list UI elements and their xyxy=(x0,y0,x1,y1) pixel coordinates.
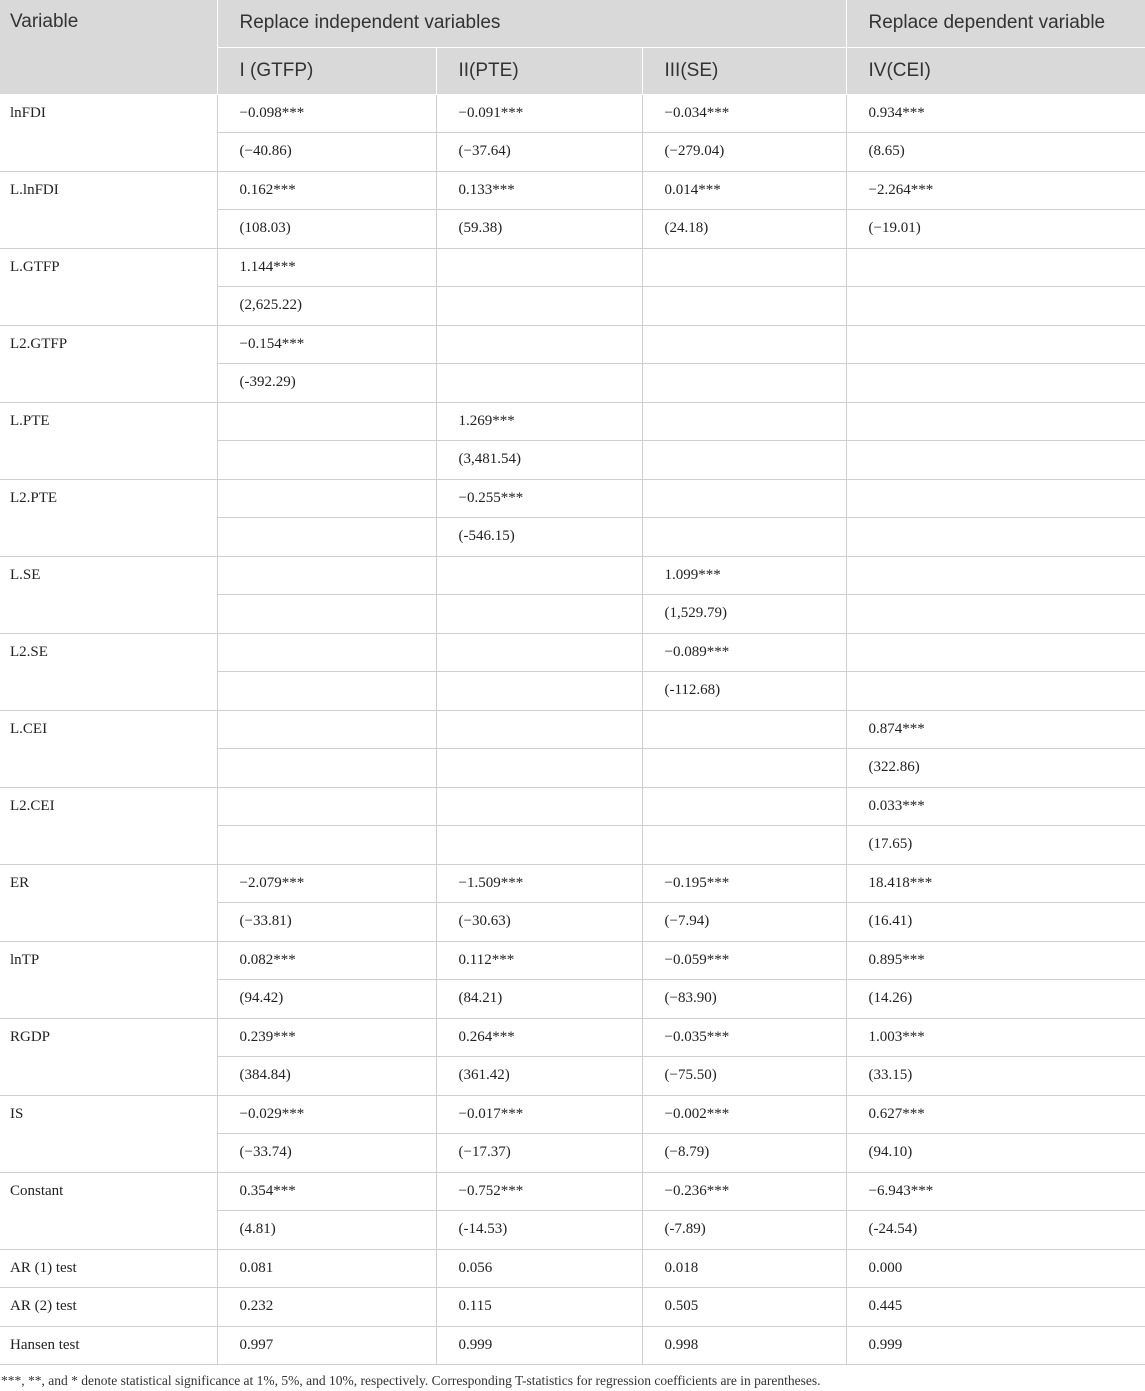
test-value-cell-gtfp: 0.081 xyxy=(217,1249,436,1288)
table-row-coefficient xyxy=(0,864,1145,903)
test-value-cell-gtfp: 0.232 xyxy=(217,1288,436,1327)
tstat-cell-pte: (−17.37) xyxy=(436,1134,642,1173)
group-header-independent: Replace independent variables xyxy=(217,0,846,47)
coefficient-cell-se: −0.236*** xyxy=(642,1172,846,1211)
tstat-cell-gtfp: (4.81) xyxy=(217,1211,436,1250)
table-row-coefficient xyxy=(0,171,1145,210)
coefficient-cell-cei xyxy=(846,325,1145,364)
tstat-cell-se: (-7.89) xyxy=(642,1211,846,1250)
coefficient-cell-gtfp: −0.098*** xyxy=(217,94,436,133)
row-variable-name: L.SE xyxy=(0,556,217,633)
tstat-cell-se: (1,529.79) xyxy=(642,595,846,634)
tstat-cell-se: (−75.50) xyxy=(642,1057,846,1096)
tstat-cell-cei: (322.86) xyxy=(846,749,1145,788)
tstat-cell-cei: (94.10) xyxy=(846,1134,1145,1173)
tstat-cell-se xyxy=(642,287,846,326)
coefficient-cell-gtfp: 0.082*** xyxy=(217,941,436,980)
tstat-cell-gtfp xyxy=(217,441,436,480)
tstat-cell-gtfp xyxy=(217,672,436,711)
tstat-cell-gtfp xyxy=(217,749,436,788)
row-variable-name: L2.CEI xyxy=(0,787,217,864)
coefficient-cell-se: −0.195*** xyxy=(642,864,846,903)
tstat-cell-se xyxy=(642,441,846,480)
table-row-coefficient xyxy=(0,633,1145,672)
coefficient-cell-pte: −0.255*** xyxy=(436,479,642,518)
coefficient-cell-gtfp xyxy=(217,402,436,441)
coefficient-cell-se: 0.014*** xyxy=(642,171,846,210)
tstat-cell-se: (24.18) xyxy=(642,210,846,249)
tstat-cell-gtfp xyxy=(217,595,436,634)
table-row-coefficient xyxy=(0,556,1145,595)
coefficient-cell-gtfp: 0.239*** xyxy=(217,1018,436,1057)
coefficient-cell-se xyxy=(642,248,846,287)
tstat-cell-gtfp: (−40.86) xyxy=(217,133,436,172)
coefficient-cell-cei xyxy=(846,479,1145,518)
tstat-cell-gtfp: (94.42) xyxy=(217,980,436,1019)
coefficient-cell-se xyxy=(642,787,846,826)
coefficient-cell-se: −0.002*** xyxy=(642,1095,846,1134)
table-row-coefficient xyxy=(0,1095,1145,1134)
test-value-cell-se: 0.998 xyxy=(642,1326,846,1365)
coefficient-cell-se xyxy=(642,325,846,364)
tstat-cell-gtfp: (2,625.22) xyxy=(217,287,436,326)
tstat-cell-pte: (3,481.54) xyxy=(436,441,642,480)
coefficient-cell-pte xyxy=(436,633,642,672)
table-row-coefficient xyxy=(0,94,1145,133)
tstat-cell-se xyxy=(642,826,846,865)
tstat-cell-pte: (361.42) xyxy=(436,1057,642,1096)
row-variable-name: L2.GTFP xyxy=(0,325,217,402)
row-test-name: AR (1) test xyxy=(0,1249,217,1288)
coefficient-cell-cei: 1.003*** xyxy=(846,1018,1145,1057)
coefficient-cell-gtfp: 0.354*** xyxy=(217,1172,436,1211)
coefficient-cell-pte: −0.017*** xyxy=(436,1095,642,1134)
table-row-coefficient xyxy=(0,248,1145,287)
tstat-cell-gtfp xyxy=(217,826,436,865)
tstat-cell-cei: (17.65) xyxy=(846,826,1145,865)
coefficient-cell-cei: 0.033*** xyxy=(846,787,1145,826)
tstat-cell-se xyxy=(642,749,846,788)
tstat-cell-se: (-112.68) xyxy=(642,672,846,711)
tstat-cell-gtfp: (108.03) xyxy=(217,210,436,249)
table-row-coefficient xyxy=(0,787,1145,826)
coefficient-cell-cei: −2.264*** xyxy=(846,171,1145,210)
test-value-cell-pte: 0.999 xyxy=(436,1326,642,1365)
coefficient-cell-cei xyxy=(846,556,1145,595)
test-value-cell-cei: 0.445 xyxy=(846,1288,1145,1327)
row-variable-name: ER xyxy=(0,864,217,941)
coefficient-cell-pte: 0.264*** xyxy=(436,1018,642,1057)
coefficient-cell-gtfp: −2.079*** xyxy=(217,864,436,903)
row-variable-name: Constant xyxy=(0,1172,217,1249)
row-variable-name: RGDP xyxy=(0,1018,217,1095)
tstat-cell-cei xyxy=(846,518,1145,557)
tstat-cell-pte: (-14.53) xyxy=(436,1211,642,1250)
coefficient-cell-se: −0.059*** xyxy=(642,941,846,980)
coefficient-cell-cei: 0.874*** xyxy=(846,710,1145,749)
tstat-cell-pte xyxy=(436,672,642,711)
coefficient-cell-gtfp xyxy=(217,787,436,826)
coefficient-cell-gtfp: 0.162*** xyxy=(217,171,436,210)
tstat-cell-gtfp: (−33.81) xyxy=(217,903,436,942)
coefficient-cell-cei xyxy=(846,248,1145,287)
coefficient-cell-gtfp xyxy=(217,479,436,518)
coefficient-cell-gtfp: 1.144*** xyxy=(217,248,436,287)
tstat-cell-cei: (8.65) xyxy=(846,133,1145,172)
tstat-cell-pte: (−37.64) xyxy=(436,133,642,172)
tstat-cell-gtfp xyxy=(217,518,436,557)
tstat-cell-pte xyxy=(436,749,642,788)
row-test-name: AR (2) test xyxy=(0,1288,217,1327)
tstat-cell-cei: (-24.54) xyxy=(846,1211,1145,1250)
tstat-cell-cei xyxy=(846,364,1145,403)
test-value-cell-pte: 0.056 xyxy=(436,1249,642,1288)
table-row-test xyxy=(0,1326,1145,1365)
tstat-cell-pte: (84.21) xyxy=(436,980,642,1019)
coefficient-cell-pte xyxy=(436,325,642,364)
coefficient-cell-se: −0.035*** xyxy=(642,1018,846,1057)
test-value-cell-cei: 0.000 xyxy=(846,1249,1145,1288)
test-value-cell-se: 0.018 xyxy=(642,1249,846,1288)
table-row-coefficient xyxy=(0,941,1145,980)
coefficient-cell-pte xyxy=(436,710,642,749)
test-value-cell-pte: 0.115 xyxy=(436,1288,642,1327)
tstat-cell-gtfp: (-392.29) xyxy=(217,364,436,403)
table-row-coefficient xyxy=(0,402,1145,441)
column-header-cei: IV(CEI) xyxy=(846,47,1145,94)
row-variable-name: L2.SE xyxy=(0,633,217,710)
column-header-gtfp: I (GTFP) xyxy=(217,47,436,94)
table-body xyxy=(0,94,1145,1365)
tstat-cell-cei xyxy=(846,287,1145,326)
tstat-cell-pte: (59.38) xyxy=(436,210,642,249)
coefficient-cell-se xyxy=(642,402,846,441)
coefficient-cell-pte xyxy=(436,248,642,287)
coefficient-cell-cei: 0.895*** xyxy=(846,941,1145,980)
coefficient-cell-se xyxy=(642,479,846,518)
test-value-cell-cei: 0.999 xyxy=(846,1326,1145,1365)
table-row-coefficient xyxy=(0,710,1145,749)
tstat-cell-pte xyxy=(436,595,642,634)
row-variable-name: L.CEI xyxy=(0,710,217,787)
coefficient-cell-gtfp xyxy=(217,710,436,749)
tstat-cell-cei: (33.15) xyxy=(846,1057,1145,1096)
coefficient-cell-pte: 0.112*** xyxy=(436,941,642,980)
test-value-cell-gtfp: 0.997 xyxy=(217,1326,436,1365)
table-row-test xyxy=(0,1288,1145,1327)
tstat-cell-cei xyxy=(846,441,1145,480)
tstat-cell-cei xyxy=(846,595,1145,634)
coefficient-cell-pte: −1.509*** xyxy=(436,864,642,903)
variable-column-header: Variable xyxy=(0,0,217,94)
coefficient-cell-gtfp xyxy=(217,633,436,672)
group-header-dependent: Replace dependent variable xyxy=(846,0,1145,47)
table-header xyxy=(0,0,1145,94)
tstat-cell-gtfp: (384.84) xyxy=(217,1057,436,1096)
coefficient-cell-gtfp xyxy=(217,556,436,595)
row-variable-name: L.PTE xyxy=(0,402,217,479)
row-variable-name: L.lnFDI xyxy=(0,171,217,248)
tstat-cell-pte xyxy=(436,826,642,865)
coefficient-cell-pte: 1.269*** xyxy=(436,402,642,441)
coefficient-cell-cei: 0.934*** xyxy=(846,94,1145,133)
coefficient-cell-se: −0.089*** xyxy=(642,633,846,672)
tstat-cell-pte xyxy=(436,364,642,403)
tstat-cell-cei: (−19.01) xyxy=(846,210,1145,249)
table-row-coefficient xyxy=(0,1018,1145,1057)
tstat-cell-pte: (-546.15) xyxy=(436,518,642,557)
tstat-cell-se: (−8.79) xyxy=(642,1134,846,1173)
coefficient-cell-se: −0.034*** xyxy=(642,94,846,133)
coefficient-cell-pte: 0.133*** xyxy=(436,171,642,210)
tstat-cell-pte: (−30.63) xyxy=(436,903,642,942)
table-row-coefficient xyxy=(0,1172,1145,1211)
coefficient-cell-cei: 0.627*** xyxy=(846,1095,1145,1134)
column-header-se: III(SE) xyxy=(642,47,846,94)
tstat-cell-pte xyxy=(436,287,642,326)
tstat-cell-cei: (14.26) xyxy=(846,980,1145,1019)
tstat-cell-cei: (16.41) xyxy=(846,903,1145,942)
coefficient-cell-cei: −6.943*** xyxy=(846,1172,1145,1211)
row-variable-name: IS xyxy=(0,1095,217,1172)
row-variable-name: lnFDI xyxy=(0,94,217,171)
coefficient-cell-pte: −0.091*** xyxy=(436,94,642,133)
row-variable-name: L2.PTE xyxy=(0,479,217,556)
coefficient-cell-se: 1.099*** xyxy=(642,556,846,595)
coefficient-cell-pte: −0.752*** xyxy=(436,1172,642,1211)
coefficient-cell-cei xyxy=(846,633,1145,672)
tstat-cell-se xyxy=(642,364,846,403)
column-header-pte: II(PTE) xyxy=(436,47,642,94)
tstat-cell-cei xyxy=(846,672,1145,711)
coefficient-cell-cei xyxy=(846,402,1145,441)
row-variable-name: L.GTFP xyxy=(0,248,217,325)
coefficient-cell-se xyxy=(642,710,846,749)
table-row-test xyxy=(0,1249,1145,1288)
table-row-coefficient xyxy=(0,325,1145,364)
coefficient-cell-pte xyxy=(436,556,642,595)
tstat-cell-se: (−83.90) xyxy=(642,980,846,1019)
tstat-cell-se: (−7.94) xyxy=(642,903,846,942)
row-variable-name: lnTP xyxy=(0,941,217,1018)
coefficient-cell-cei: 18.418*** xyxy=(846,864,1145,903)
table-footnote: ***, **, and * denote statistical significance at 1%, 5%, and 10%, respectively. Corresponding T-statistics for regression coefficients are in parentheses. xyxy=(1,1373,821,1388)
coefficient-cell-pte xyxy=(436,787,642,826)
tstat-cell-se xyxy=(642,518,846,557)
row-test-name: Hansen test xyxy=(0,1326,217,1365)
test-value-cell-se: 0.505 xyxy=(642,1288,846,1327)
coefficient-cell-gtfp: −0.029*** xyxy=(217,1095,436,1134)
header-row-groups xyxy=(0,0,1145,47)
coefficient-cell-gtfp: −0.154*** xyxy=(217,325,436,364)
table-row-coefficient xyxy=(0,479,1145,518)
tstat-cell-se: (−279.04) xyxy=(642,133,846,172)
tstat-cell-gtfp: (−33.74) xyxy=(217,1134,436,1173)
